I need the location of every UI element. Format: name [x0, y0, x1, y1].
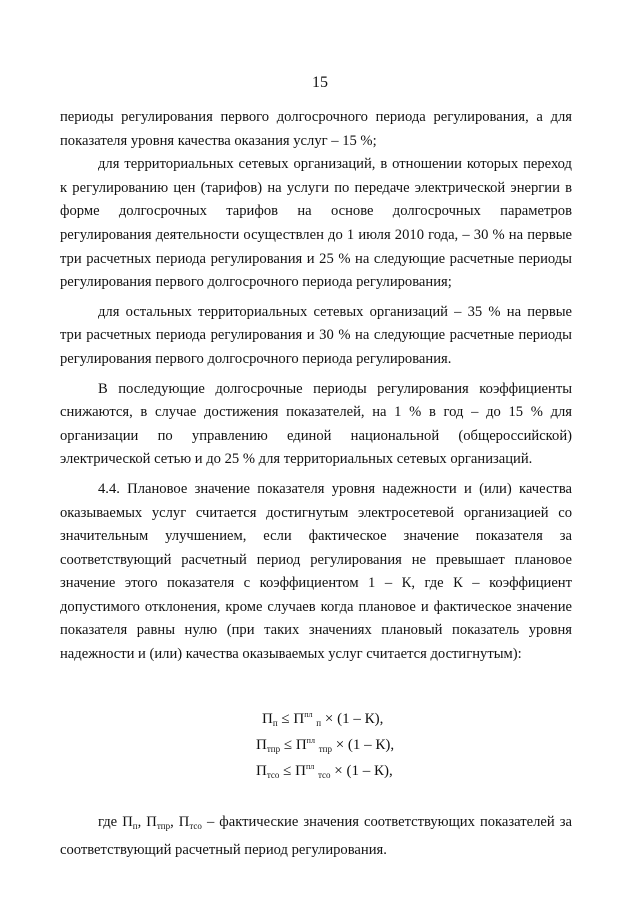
formula-lhs-sub: п — [272, 718, 278, 728]
formula-lhs: П — [256, 763, 267, 779]
formula-1 — [0, 702, 640, 728]
formula-rel: ≤ — [283, 737, 293, 753]
closing-lead: где — [98, 814, 118, 830]
formula-rhs: П — [295, 763, 306, 779]
closing-symbol-sub: тсо — [189, 821, 202, 831]
formula-tail: × (1 – К), — [335, 737, 395, 753]
closing-symbol: П — [178, 814, 190, 830]
paragraph: В последующие долгосрочные периоды регулирования коэффициенты снижаются, в случае достижения показателей, на 1 % в год – до 15 % для организации по управлению единой национальной (общероссийской) электрической сетью и до 25 % для территориальных сетевых организаций. — [60, 380, 572, 468]
formula-rhs: П — [293, 711, 305, 727]
formula-rhs-sub: п — [316, 718, 322, 728]
paragraph: для остальных территориальных сетевых организаций – 35 % на первые три расчетных периода регулирования и 30 % на следующие расчетные периоды регулирования первого долгосрочного периода регулирования. — [60, 303, 572, 367]
formula-rhs-sub: тсо — [318, 770, 331, 780]
formula-tail: × (1 – К), — [324, 711, 384, 727]
document-body — [60, 106, 572, 667]
formula-rel: ≤ — [281, 711, 290, 727]
formula-rhs-sub: тпр — [318, 744, 332, 754]
formula-lhs-sub: тпр — [266, 744, 281, 754]
page-number: 15 — [312, 74, 328, 91]
formula-rhs-sup: пл — [306, 736, 315, 745]
formula-block — [0, 702, 640, 780]
formula-lhs: П — [262, 711, 273, 727]
formula-rhs-sup: пл — [304, 710, 313, 719]
formula-rhs-sup: пл — [305, 762, 315, 771]
paragraph: периоды регулирования первого долгосрочного периода регулирования, а для показателя уровня качества оказания услуг – 15 %; — [60, 109, 572, 149]
closing-paragraph — [60, 810, 572, 862]
formula-rel: ≤ — [283, 763, 292, 779]
formula-tail: × (1 – К), — [334, 763, 393, 779]
closing-symbol: П — [146, 814, 157, 830]
formula-3 — [0, 754, 640, 780]
closing-symbol-sub: п — [132, 821, 138, 831]
closing-separator: , — [137, 814, 142, 830]
paragraph: для территориальных сетевых организаций, в отношении которых переход к регулированию цен (тарифов) на услуги по передаче электрической энергии в форме долгосрочных тарифов на основе долгосрочных параметров регулирования деятельности осуществлен до 1 июля 2010 года, – 30 % на первые три расчетных периода регулирования и 25 % на следующие расчетные периоды регулирования первого долгосрочного периода регулирования; — [60, 156, 572, 291]
closing-separator: , — [170, 814, 174, 830]
closing-symbol: П — [122, 814, 133, 830]
formula-lhs-sub: тсо — [266, 770, 280, 780]
closing-symbol-sub: тпр — [156, 821, 171, 831]
formula-2 — [0, 728, 640, 754]
paragraph: 4.4. Плановое значение показателя уровня надежности и (или) качества оказываемых услуг считается достигнутым электросетевой организацией со значительным улучшением, если фактическое значение показателя за соответствующий расчетный период регулирования не превышает плановое значение этого показателя с коэффициентом 1 – К, где К – коэффициент допустимого отклонения, кроме случаев когда плановое и фактическое значение показателя равны нулю (при таких значениях плановый показатель уровня надежности и (или) качества оказываемых услуг считается достигнутым): — [60, 480, 572, 663]
formula-rhs: П — [295, 737, 307, 753]
closing-text: – фактические значения соответствующих показателей за соответствующий расчетный период регулирования. — [60, 814, 572, 858]
formula-lhs: П — [256, 737, 267, 753]
